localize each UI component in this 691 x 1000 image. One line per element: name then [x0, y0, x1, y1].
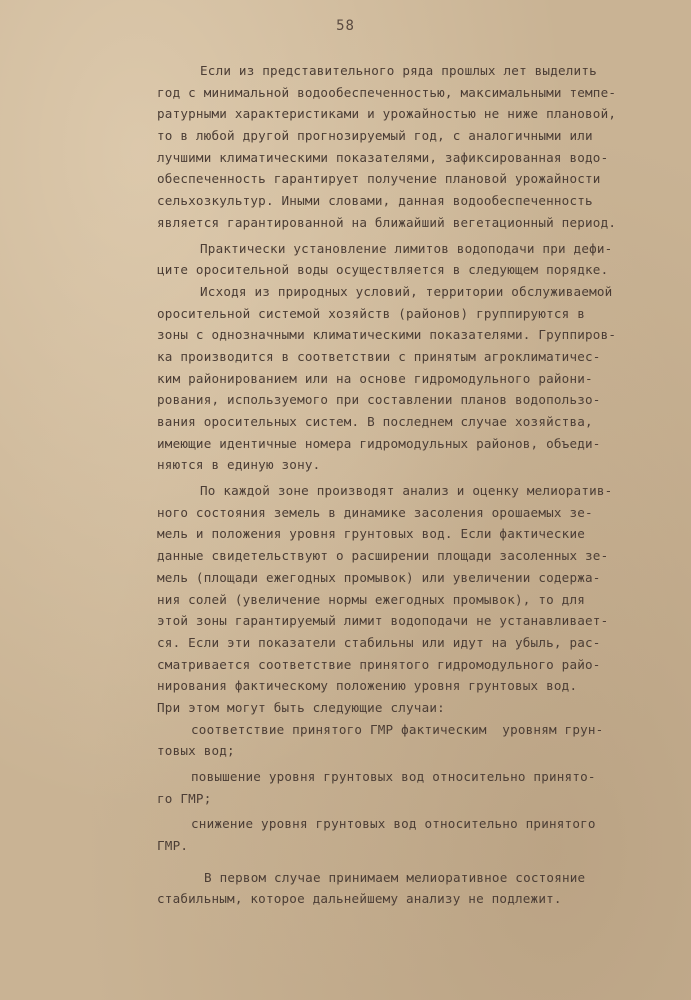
text-line: ния солей (увеличение нормы ежегодных промывок), то для	[157, 591, 586, 607]
text-line: ким районированием или на основе гидромодульного райони-	[157, 370, 593, 386]
text-line: имеющие идентичные номера гидромодульных районов, объеди-	[157, 435, 601, 451]
text-line: данные свидетельствуют о расширении площади засоленных зе-	[157, 548, 609, 564]
list-item-line: соответствие принятого ГМР фактическим уровням грун-	[191, 721, 604, 737]
text-line: обеспеченность гарантирует получение плановой урожайности	[157, 171, 601, 187]
text-line: мель и положения уровня грунтовых вод. Если фактические	[157, 526, 586, 542]
text-line: Исходя из природных условий, территории обслуживаемой	[200, 283, 613, 299]
text-line: ците оросительной воды осуществляется в следующем порядке.	[157, 262, 609, 278]
page-number: 58	[336, 18, 355, 34]
text-line: год с минимальной водообеспеченностью, максимальными темпе-	[157, 84, 617, 100]
text-line: По каждой зоне производят анализ и оценку мелиоратив-	[200, 483, 613, 499]
text-line: стабильным, которое дальнейшему анализу не подлежит.	[157, 891, 562, 907]
text-line: рования, используемого при составлении планов водопользо-	[157, 392, 601, 408]
text-line: мель (площади ежегодных промывок) или увеличении содержа-	[157, 569, 601, 585]
text-line: ного состояния земель в динамике засоления орошаемых зе-	[157, 504, 593, 520]
text-body	[157, 60, 657, 910]
text-line: ратурными характеристиками и урожайностью не ниже плановой,	[157, 106, 617, 122]
list-item-line: снижение уровня грунтовых вод относительно принятого	[191, 816, 596, 832]
text-line: оросительной системой хозяйств (районов) группируются в	[157, 305, 586, 321]
text-line: вания оросительных систем. В последнем случае хозяйства,	[157, 414, 593, 429]
text-line: няются в единую зону.	[157, 457, 321, 473]
text-line: лучшими климатическими показателями, зафиксированная водо-	[157, 149, 609, 165]
text-line: Практически установление лимитов водоподачи при дефи-	[200, 240, 613, 256]
text-line: При этом могут быть следующие случаи:	[157, 699, 445, 715]
text-line: ка производится в соответствии с принятым агроклиматичес-	[157, 348, 601, 364]
text-line: ся. Если эти показатели стабильны или идут на убыль, рас-	[157, 634, 601, 650]
list-item-line: го ГМР;	[157, 790, 212, 806]
text-line: сельхозкультур. Иными словами, данная водообеспеченность	[157, 193, 593, 209]
text-line: В первом случае принимаем мелиоративное состояние	[204, 869, 586, 885]
list-item-line: повышение уровня грунтовых вод относительно принято-	[191, 769, 596, 784]
list-item-line: ГМР.	[157, 838, 189, 854]
text-line: Если из представительного ряда прошлых лет выделить	[200, 63, 597, 78]
text-line: этой зоны гарантируемый лимит водоподачи не устанавливает-	[157, 613, 609, 629]
list-item-line: товых вод;	[157, 743, 235, 759]
text-line: сматривается соответствие принятого гидромодульного райо-	[157, 656, 601, 672]
text-line: зоны с однозначными климатическими показателями. Группиров-	[157, 327, 617, 343]
text-line: то в любой другой прогнозируемый год, с аналогичными или	[157, 128, 593, 144]
text-line: является гарантированной на ближайший вегетационный период.	[157, 214, 617, 230]
text-line: нирования фактическому положению уровня грунтовых вод.	[157, 678, 578, 694]
